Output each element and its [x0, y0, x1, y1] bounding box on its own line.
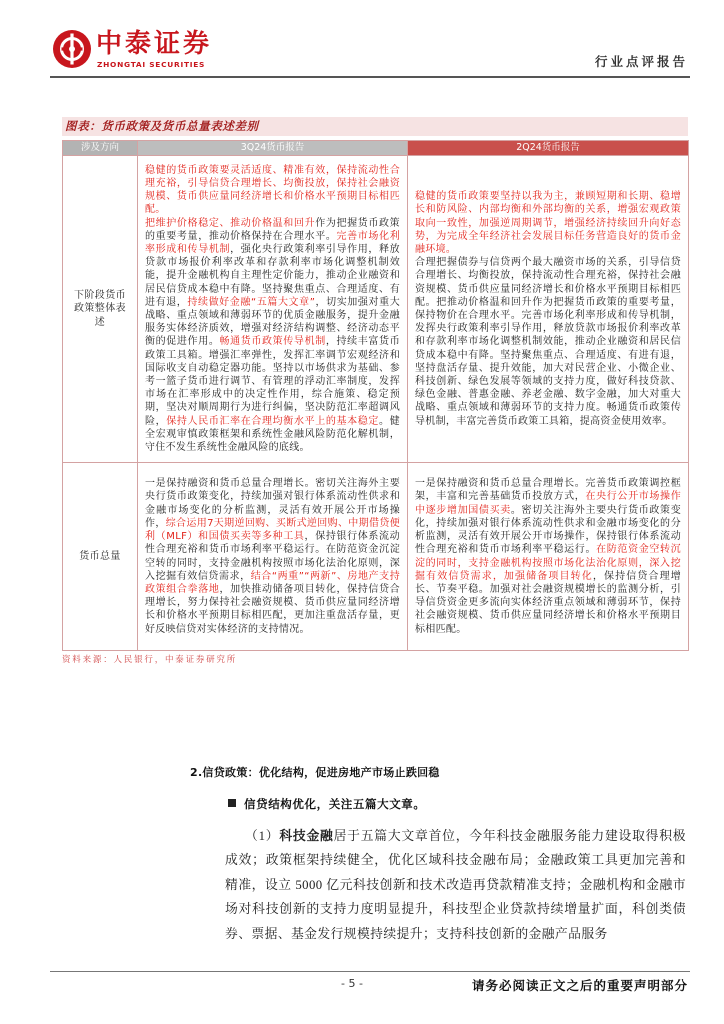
col-header-3q24: 3Q24货币报告: [138, 141, 408, 156]
cell-3q24: [138, 463, 408, 651]
highlighted-text: 在央行公开市场操作中逐步增加国债买卖: [415, 491, 681, 516]
text-run: ，持续丰富货币政策工具箱。增强汇率弹性，发挥汇率调节宏观经济和国际收支自动稳定器功能。坚持以市场供求为基础、参考一篮子货币进行调节、有管理的浮动汇率制度，发挥市场在汇率形成中的决定性作用，综合施策、稳定预期，坚决对顺周期行为进行纠偏，坚决防范汇率超调风险，: [145, 336, 400, 427]
text-run: 一是保持融资和货币总量合理增长。密切关注海外主要央行货币政策变化，持续加强对银行体系流动性供求和金融市场变化的分析监测，灵活有效开展公开市场操作，: [145, 478, 400, 529]
table-header-row: [63, 141, 689, 156]
header-divider: [50, 76, 690, 78]
cell-paragraph: [415, 477, 681, 635]
highlighted-text: 综合运用7天期逆回购、买断式逆回购、中期借贷便利（MLF）和国债买卖等多种工具: [145, 517, 400, 543]
cell-paragraph: [145, 164, 400, 217]
page-number: - 5 -: [341, 977, 363, 990]
highlighted-text: 畅通货币政策传导机制: [219, 336, 326, 348]
cell-paragraph: [145, 477, 400, 635]
text-run: 作为把握货币政策的重要考量，推动价格保持在合理水平。: [145, 217, 400, 242]
bullet-square-icon: [228, 799, 236, 807]
report-type-label: 行业点评报告: [594, 54, 688, 69]
text-run: 。健全宏观审慎政策框架和系统性金融风险防范化解机制，守住不发生系统性金融风险的底线。: [145, 415, 400, 454]
text-run: ，加快推动储备项目转化，保持信贷合理增长，努力保持社会融资规模、货币供应量同经济增长和价格水平预期目标相匹配，更加注重盘活存量，更好反映信贷对实体经济的支持情况。: [145, 583, 400, 635]
disclaimer-note: 请务必阅读正文之后的重要声明部分: [471, 978, 688, 993]
brand-name-english: ZHONGTAI SECURITIES: [97, 60, 206, 69]
body-paragraph: [225, 824, 686, 946]
table-row: [63, 156, 689, 463]
text-run: ，保持信贷合理增长、节奏平稳。加强对社会融资规模增长的监测分析，引导信贷资金更多流向实体经济重点领域和薄弱环节，保持社会融资规模、货币供应量同经济增长和价格水平预期目标相匹配。: [415, 570, 681, 635]
policy-comparison-table: [62, 140, 689, 651]
text-run: ，强化央行政策利率引导作用，释放贷款市场报价利率改革和存款利率市场化调整机制效能，提升金融机构自主理性定价能力，推动企业融资和居民信贷成本稳中有降。坚持聚焦重点、合理适度、有进有退，: [145, 243, 400, 308]
footer-divider: [50, 971, 690, 972]
highlighted-text: 稳健的货币政策要坚持以我为主，兼顾短期和长期、稳增长和防风险、内部均衡和外部均衡的关系，增强宏观政策取向一致性，加强逆周期调节，增强经济持续回升向好态势，为完成全年经济社会发展目标任务营造良好的货币金融环境。: [415, 191, 681, 255]
highlighted-text: 稳健的货币政策要灵活适度、精准有效，保持流动性合理充裕，引导信贷合理增长、均衡投放，保持社会融资规模、货币供应量同经济增长和价格水平预期目标相匹配。: [145, 164, 400, 216]
row-label: 货币总量: [63, 463, 138, 651]
highlighted-text: 持续做好金融“五篇大文章”: [187, 296, 316, 308]
bullet-point: [228, 796, 426, 812]
bullet-text: 信贷结构优化，关注五篇大文章。: [244, 797, 426, 811]
text-run: 合理把握债券与信贷两个最大融资市场的关系，引导信贷合理增长、均衡投放，保持流动性合理充裕，保持社会融资规模、货币供应量同经济增长和价格水平预期目标相匹配。把推动价格温和回升作为把握货币政策的重要考量，保持物价在合理水平。完善市场化利率形成和传导机制，发挥央行政策利率引导作用，释放贷款市场报价利率改革和存款利率市场化调整机制效能，推动企业融资和居民信贷成本稳中有降。坚持聚焦重点、合理适度、有进有退，坚持盘活存量、提升效能，加大对民营企业、小微企业、科技创新、绿色发展等领域的支持力度，做好科技贷款、绿色金融、普惠金融、养老金融、数字金融，加大对重大战略、重点领域和薄弱环节的支持力度。畅通货币政策传导机制，丰富完善货币政策工具箱，提高资金使用效率。: [415, 257, 681, 427]
paragraph-lead: （1）: [245, 829, 280, 843]
text-run: 。密切关注海外主要央行货币政策变化，持续加强对银行体系流动性供求和金融市场变化的分析监测，灵活有效开展公开市场操作，保持银行体系流动性合理充裕和货币市场利率平稳运行。: [415, 504, 681, 556]
highlighted-text: 保持人民币汇率在合理均衡水平上的基本稳定: [166, 415, 380, 427]
cell-paragraph: [415, 256, 681, 428]
paragraph-text: 居于五篇大文章首位，今年科技金融服务能力建设取得积极成效；政策框架持续健全，优化区域科技金融布局；金融政策工具更加完善和精准，设立 5000 亿元科技创新和技术改造再贷款精准支持；金融机构和金融市场对科技创新的支持力度明显提升，科技型企业贷款持续增量扩面，科创类债券、票据、基金发行规模持续提升；支持科技创新的金融产品服务: [225, 829, 686, 941]
text-run: 一是保持融资和货币总量合理增长。完善货币政策调控框架，丰富和完善基础货币投放方式，: [415, 478, 681, 503]
cell-3q24: [138, 156, 408, 463]
text-run: ，保持银行体系流动性合理充裕和货币市场利率平稳运行。在防范资金沉淀空转的同时，支持金融机构按照市场化法治化原则，深入挖掘有效信贷需求，: [145, 531, 400, 582]
section-heading: 2.信贷政策：优化结构，促进房地产市场止跌回稳: [190, 766, 440, 779]
row-label: 下阶段货币政策整体表述: [63, 156, 138, 463]
cell-2q24: [408, 156, 689, 463]
cell-2q24: [408, 463, 689, 651]
highlighted-text: 结合“两重”“两新”、房地产支持政策组合拳落地: [145, 570, 400, 595]
cell-paragraph: [145, 217, 400, 455]
col-header-2q24: 2Q24货币报告: [408, 141, 689, 156]
figure-title: 图表：货币政策及货币总量表述差别: [65, 119, 259, 133]
zhongtai-logo-icon: [52, 29, 92, 69]
highlighted-text: 完善市场化利率形成和传导机制: [145, 230, 400, 255]
highlighted-text: 在防范资金空转沉淀的同时，支持金融机构按照市场化法治化原则，深入挖掘有效信贷需求，加强储备项目转化: [415, 544, 681, 582]
cell-paragraph: [415, 190, 681, 256]
paragraph-keyword: 科技金融: [279, 829, 334, 843]
brand-name: 中泰证券: [96, 29, 213, 59]
text-run: ，切实加强对重大战略、重点领域和薄弱环节的优质金融服务，提升金融服务实体经济质效，增强对经济结构调整、经济动态平衡的促进作用。: [145, 296, 400, 348]
highlighted-text: 把维护价格稳定、推动价格温和回升: [145, 217, 316, 229]
figure-title-bar: [62, 117, 688, 136]
table-row: [63, 463, 689, 651]
col-header-direction: 涉及方向: [63, 141, 138, 156]
figure-source: 资料来源：人民银行，中泰证券研究所: [62, 655, 238, 665]
